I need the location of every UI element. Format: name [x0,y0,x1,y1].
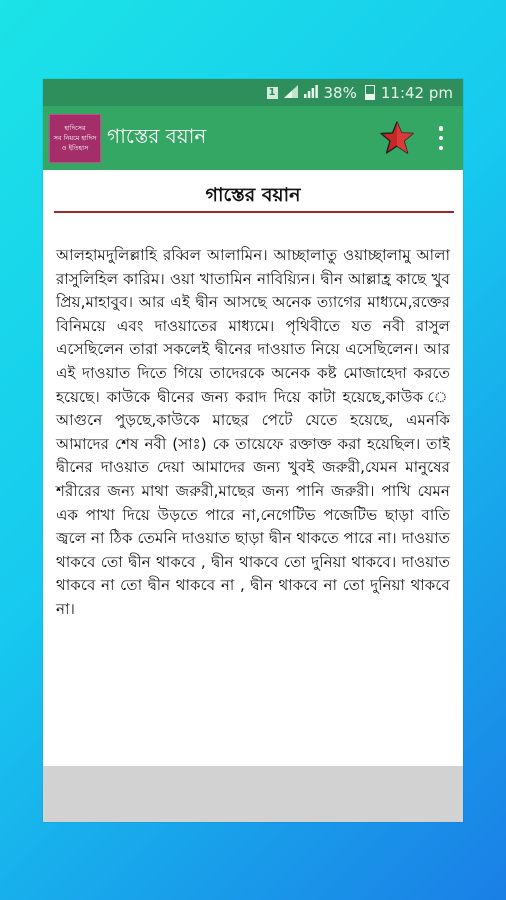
app-logo-line: ও ইতিহাস [61,144,89,152]
app-logo-line: সব নিয়মে হাদিস [53,134,97,142]
menu-dot-icon [439,126,444,131]
battery-icon [365,85,375,100]
battery-percentage: 38% [323,83,357,102]
article-content[interactable] [43,170,463,766]
app-logo-line: হাদিসের [64,124,86,132]
sim-icon: 1 [268,86,276,98]
app-logo[interactable] [49,114,101,163]
status-bar [43,79,463,106]
app-title: গাস্তের বয়ান [107,123,207,148]
clock: 11:42 pm [380,83,453,102]
article-title: গাস্তের বয়ান [205,184,301,206]
favorite-button[interactable] [379,120,415,156]
star-icon [379,120,415,156]
overflow-menu-button[interactable] [433,126,449,150]
phone-screen [43,79,463,822]
menu-dot-icon [439,146,444,151]
cell-signal-icon [304,84,318,102]
signal-icon [284,84,298,102]
article-body: আলহামদুলিল্লাহি রব্বিল আলামিন। আচ্ছালাতু ওয়াচ্ছালামু আলা রাসুলিহিল কারিম। ওয়া খাতামিন নাবিয়্যিন। দ্বীন আল্লাহ্র কাছে খুব প্রিয়,মাহাবুব। আর এই দ্বীন আসছে অনেক ত্যাগের মাধ্যমে,রক্তের বিনিময়ে এবং দাওয়াতের মাধ্যমে। পৃথিবীতে যত নবী রাসুল এসেছিলেন তারা সকলেই দ্বীনের দাওয়াত নিয়ে এসেছিলেন। আর এই দাওয়াত দিতে গিয়ে তাদেরকে অনেক কষ্ট মোজাহেদা করতে হয়েছে। কাউকে দ্বীনের জন্য করাদ দিয়ে কাটা হয়েছে,কাউক ে আগুনে পুড়ছে,কাউকে মাছের পেটে যেতে হয়েছে, এমনকি আমাদের শেষ নবী (সাঃ) কে তায়েফে রক্তাক্ত করা হয়েছিল। তাই দ্বীনের দাওয়াত দেয়া আমাদের জন্য খুবই জরুরী,যেমন মানুষের শরীরের জন্য মাথা জরুরী,মাছের জন্য পানি জরুরী। পাখি যেমন এক পাখা দিয়ে উড়তে পারে না,নেগেটিভ পজেটিভ ছাড়া বাতি জ্বলে না ঠিক তেমনি দাওয়াত ছাড়া দ্বীন থাকতে পারে না। দাওয়াত থাকবে তো দ্বীন থাকবে , দ্বীন থাকবে তো দুনিয়া থাকবে। দাওয়াত থাকবে না তো দ্বীন থাকবে না , দ্বীন থাকবে না তো দুনিয়া থাকবে না। [56,246,455,618]
app-bar [43,106,463,170]
menu-dot-icon [439,136,444,141]
